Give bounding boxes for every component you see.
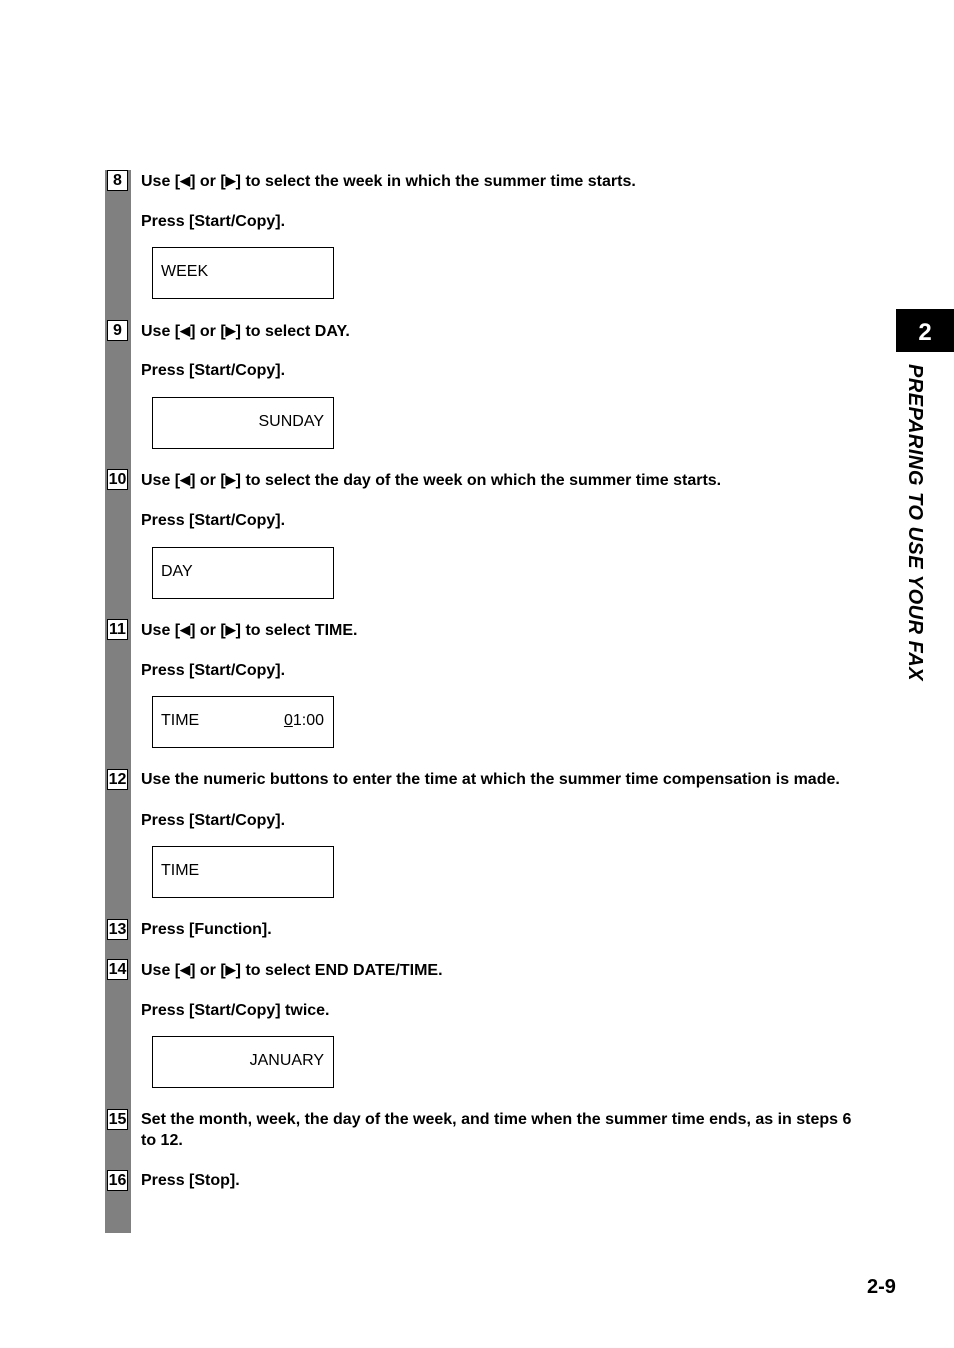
step-number: 11 — [107, 619, 128, 640]
step-number: 10 — [108, 471, 127, 488]
lcd-display — [152, 846, 334, 898]
lcd-left-text: TIME — [161, 712, 200, 729]
step-number: 15 — [108, 1111, 127, 1128]
step-instruction: Use [◀] or [▶] to select the week in which the summer time starts. — [141, 170, 861, 192]
lcd-left-text: TIME — [161, 862, 200, 879]
lcd-display — [152, 397, 334, 449]
step-number: 8 — [107, 170, 128, 191]
step-number: 13 — [108, 921, 127, 938]
lcd-right-text: JANUARY — [249, 1052, 324, 1069]
lcd-display — [152, 247, 334, 299]
lcd-right-text: 01:00 — [283, 712, 324, 729]
chapter-title: PREPARING TO USE YOUR FAX — [904, 364, 926, 682]
step-number: 12 — [108, 771, 127, 788]
step-number: 14 — [108, 961, 127, 978]
press-instruction: Press [Start/Copy]. — [141, 213, 286, 230]
left-arrow-icon: ◀ — [180, 173, 191, 188]
lcd-right-text: SUNDAY — [258, 413, 324, 430]
step-number: 9 — [107, 320, 128, 341]
left-arrow-icon: ◀ — [180, 472, 191, 487]
page-number: 2-9 — [867, 1276, 896, 1298]
step-instruction: Use [◀] or [▶] to select DAY. — [141, 320, 861, 342]
left-arrow-icon: ◀ — [180, 962, 191, 977]
press-instruction: Press [Start/Copy] twice. — [141, 1002, 330, 1019]
step-number: 16 — [108, 1172, 127, 1189]
left-arrow-icon: ◀ — [180, 323, 191, 338]
step-instruction: Press [Stop]. — [141, 1172, 240, 1189]
step-instruction: Press [Function]. — [141, 921, 272, 938]
lcd-left-text: WEEK — [161, 263, 209, 280]
chapter-number-tab: 2 — [896, 309, 954, 352]
press-instruction: Press [Start/Copy]. — [141, 662, 286, 679]
lcd-display — [152, 696, 334, 748]
press-instruction: Press [Start/Copy]. — [141, 812, 286, 829]
right-arrow-icon: ▶ — [225, 962, 236, 977]
left-arrow-icon: ◀ — [180, 622, 191, 637]
lcd-cursor-digit: 0 — [283, 712, 293, 729]
step-instruction: Set the month, week, the day of the week, and time when the summer time ends, as in steps 6 to 12. — [141, 1111, 852, 1149]
lcd-left-text: DAY — [161, 563, 193, 580]
step-instruction: Use [◀] or [▶] to select END DATE/TIME. — [141, 959, 861, 981]
press-instruction: Press [Start/Copy]. — [141, 512, 286, 529]
right-arrow-icon: ▶ — [225, 472, 236, 487]
step-instruction: Use the numeric buttons to enter the time at which the summer time compensation is made. — [141, 771, 840, 788]
lcd-display — [152, 547, 334, 599]
right-arrow-icon: ▶ — [225, 622, 236, 637]
step-instruction: Use [◀] or [▶] to select the day of the week on which the summer time starts. — [141, 469, 861, 491]
right-arrow-icon: ▶ — [225, 323, 236, 338]
lcd-display — [152, 1036, 334, 1088]
right-arrow-icon: ▶ — [225, 173, 236, 188]
press-instruction: Press [Start/Copy]. — [141, 362, 286, 379]
step-instruction: Use [◀] or [▶] to select TIME. — [141, 619, 861, 641]
